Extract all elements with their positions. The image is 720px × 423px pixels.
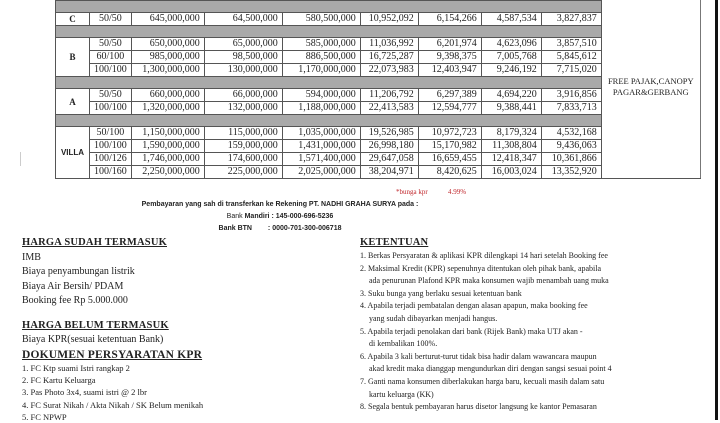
cell-dp: 225,000,000 <box>204 166 282 179</box>
cell-t1: 29,647,058 <box>360 153 418 166</box>
cell-t4: 13,352,920 <box>541 166 601 179</box>
included-item: IMB <box>22 251 41 263</box>
document-item: 3. Pas Photo 3x4, suami istri @ 2 lbr <box>22 387 147 398</box>
cell-size: 50/50 <box>90 13 132 26</box>
bank-mandiri-name: Mandiri <box>244 213 270 220</box>
cell-t3: 11,308,804 <box>481 140 541 153</box>
kpr-rate-label: *bunga kpr <box>396 188 428 196</box>
cell-t1: 26,998,180 <box>360 140 418 153</box>
cell-plafon: 1,170,000,000 <box>282 64 360 77</box>
cell-price: 985,000,000 <box>131 51 204 64</box>
documents-title: DOKUMEN PERSYARATAN KPR <box>22 348 203 361</box>
cell-price: 645,000,000 <box>131 13 204 26</box>
cell-t3: 4,587,534 <box>481 13 541 26</box>
cell-price: 650,000,000 <box>131 38 204 51</box>
cell-t1: 11,206,792 <box>360 89 418 102</box>
separator-cell <box>56 1 602 13</box>
cell-t2: 6,154,266 <box>418 13 481 26</box>
cell-t3: 12,418,347 <box>481 153 541 166</box>
cell-price: 1,746,000,000 <box>131 153 204 166</box>
cell-t4: 9,436,063 <box>541 140 601 153</box>
terms-line: 7. Ganti nama konsumen diberlakukan harga baru, kecuali masih dalam satu <box>360 376 605 386</box>
cell-t1: 22,413,583 <box>360 102 418 115</box>
documents-list <box>22 362 322 423</box>
cell-price: 660,000,000 <box>131 89 204 102</box>
terms-title: KETENTUAN <box>360 237 429 248</box>
cell-size: 50/50 <box>90 38 132 51</box>
bank-mandiri <box>0 213 560 220</box>
included-title: HARGA SUDAH TERMASUK <box>22 237 167 248</box>
cell-plafon: 594,000,000 <box>282 89 360 102</box>
included-list <box>22 251 322 309</box>
cell-t2: 9,398,375 <box>418 51 481 64</box>
bank-btn-account: : 0000-701-300-006718 <box>267 225 342 232</box>
excluded-title: HARGA BELUM TERMASUK <box>22 319 169 331</box>
unit-type-cell: B <box>56 38 90 77</box>
terms-line: 6. Apabila 3 kali berturut-turut tidak bisa hadir dalam wawancara maupun <box>360 351 597 361</box>
cell-t3: 9,246,192 <box>481 64 541 77</box>
cell-plafon: 2,025,000,000 <box>282 166 360 179</box>
cell-price: 1,320,000,000 <box>131 102 204 115</box>
cell-price: 1,590,000,000 <box>131 140 204 153</box>
cell-t1: 38,204,971 <box>360 166 418 179</box>
payment-instruction <box>0 201 560 208</box>
bonus-line-1: FREE PAJAK,CANOPY <box>607 76 694 87</box>
cell-dp: 132,000,000 <box>204 102 282 115</box>
bank-btn-label: Bank BTN <box>218 225 252 232</box>
cell-t4: 3,827,837 <box>541 13 601 26</box>
cell-plafon: 1,571,400,000 <box>282 153 360 166</box>
document-item: 1. FC Ktp suami Istri rangkap 2 <box>22 363 130 373</box>
included-item: Biaya penyambungan listrik <box>22 266 135 277</box>
terms-line: kartu keluarga (KK) <box>369 389 434 399</box>
cell-t1: 22,073,983 <box>360 64 418 77</box>
cell-size: 50/50 <box>90 89 132 102</box>
cell-t1: 11,036,992 <box>360 38 418 51</box>
terms-line: 5. Apabila terjadi penolakan dari bank (Rijek Bank) maka UTJ akan - <box>360 326 583 336</box>
cell-t2: 15,170,982 <box>418 140 481 153</box>
cell-t4: 4,532,168 <box>541 127 601 140</box>
document-item: 2. FC Kartu Keluarga <box>22 375 96 386</box>
unit-type-cell: A <box>56 89 90 115</box>
cell-plafon: 580,500,000 <box>282 13 360 26</box>
price-table <box>55 0 701 179</box>
cell-t3: 8,179,324 <box>481 127 541 140</box>
cell-dp: 159,000,000 <box>204 140 282 153</box>
cell-size: 100/160 <box>90 166 132 179</box>
cell-t1: 19,526,985 <box>360 127 418 140</box>
cell-t2: 12,594,777 <box>418 102 481 115</box>
cell-price: 1,300,000,000 <box>131 64 204 77</box>
excluded-item: Biaya KPR(sesuai ketentuan Bank) <box>22 334 164 345</box>
bank-btn <box>0 225 560 232</box>
cell-plafon: 1,035,000,000 <box>282 127 360 140</box>
cell-plafon: 886,500,000 <box>282 51 360 64</box>
terms-line: 4. Apabila terjadi pembatalan dengan alasan apapun, maka booking fee <box>360 301 588 311</box>
cell-dp: 130,000,000 <box>204 64 282 77</box>
excluded-list <box>22 333 322 348</box>
cell-size: 50/100 <box>90 127 132 140</box>
terms-line: ada penurunan Plafond KPR maka konsumen wajib menambah uang muka <box>369 276 609 286</box>
cell-plafon: 1,188,000,000 <box>282 102 360 115</box>
bank-mandiri-prefix: Bank <box>226 213 243 220</box>
unit-type-cell: C <box>56 13 90 26</box>
terms-line: yang sudah dibayarkan menjadi hangus. <box>369 313 498 323</box>
unit-type-cell: VILLA <box>56 127 90 179</box>
cell-t1: 10,952,092 <box>360 13 418 26</box>
cell-t3: 16,003,024 <box>481 166 541 179</box>
margin-mark <box>20 152 21 166</box>
cell-t4: 5,845,612 <box>541 51 601 64</box>
cell-t1: 16,725,287 <box>360 51 418 64</box>
cell-size: 100/100 <box>90 102 132 115</box>
cell-t2: 6,297,389 <box>418 89 481 102</box>
terms-line: 2. Maksimal Kredit (KPR) sepenuhnya ditentukan oleh pihak bank, apabila <box>360 263 602 273</box>
terms-line: 1. Berkas Persyaratan & aplikasi KPR dilengkapi 14 hari setelah Booking fee <box>360 251 608 260</box>
cell-t3: 4,623,096 <box>481 38 541 51</box>
terms-list <box>360 250 715 414</box>
cell-t2: 16,659,455 <box>418 153 481 166</box>
cell-size: 100/100 <box>90 64 132 77</box>
cell-t2: 10,972,723 <box>418 127 481 140</box>
cell-t4: 3,916,856 <box>541 89 601 102</box>
cell-dp: 65,000,000 <box>204 38 282 51</box>
right-column <box>360 236 715 414</box>
page-edge-line <box>715 0 718 420</box>
bank-mandiri-account: : 145-000-696-5236 <box>271 213 334 220</box>
cell-price: 2,250,000,000 <box>131 166 204 179</box>
cell-plafon: 1,431,000,000 <box>282 140 360 153</box>
cell-t4: 7,715,020 <box>541 64 601 77</box>
payment-instruction-text: Pembayaran yang sah di transferkan ke Rekening PT. NADHI GRAHA SURYA pada : <box>141 201 419 208</box>
bonus-cell <box>601 0 700 179</box>
cell-t4: 3,857,510 <box>541 38 601 51</box>
cell-dp: 66,000,000 <box>204 89 282 102</box>
separator-cell <box>56 115 602 127</box>
left-column <box>22 236 322 423</box>
separator-cell <box>56 77 602 89</box>
cell-dp: 64,500,000 <box>204 13 282 26</box>
separator-cell <box>56 26 602 38</box>
kpr-rate-value: 4.99% <box>448 188 467 196</box>
cell-size: 60/100 <box>90 51 132 64</box>
included-item: Booking fee Rp 5.000.000 <box>22 295 128 306</box>
cell-t3: 4,694,220 <box>481 89 541 102</box>
cell-t3: 7,005,768 <box>481 51 541 64</box>
terms-line: 3. Suku bunga yang berlaku sesuai ketentuan bank <box>360 288 522 298</box>
bonus-line-2: PAGAR&GERBANG <box>612 87 689 98</box>
cell-dp: 98,500,000 <box>204 51 282 64</box>
included-item: Biaya Air Bersih/ PDAM <box>22 280 124 292</box>
document-item: 4. FC Surat Nikah / Akta Nikah / SK Belum menikah <box>22 399 204 410</box>
cell-t2: 6,201,974 <box>418 38 481 51</box>
terms-line: di kembalikan 100%. <box>369 339 438 349</box>
terms-line: 8. Segala bentuk pembayaran harus disetor langsung ke kantor Pemasaran <box>360 402 597 412</box>
cell-t2: 8,420,625 <box>418 166 481 179</box>
cell-size: 100/100 <box>90 140 132 153</box>
cell-t4: 10,361,866 <box>541 153 601 166</box>
cell-t2: 12,403,947 <box>418 64 481 77</box>
cell-t3: 9,388,441 <box>481 102 541 115</box>
cell-dp: 174,600,000 <box>204 153 282 166</box>
terms-line: akad kredit maka dianggap mengundurkan diri dengan sangsi sesuai point 4 <box>369 364 612 374</box>
cell-plafon: 585,000,000 <box>282 38 360 51</box>
cell-dp: 115,000,000 <box>204 127 282 140</box>
cell-size: 100/126 <box>90 153 132 166</box>
document-item: 5. FC NPWP <box>22 411 67 422</box>
cell-price: 1,150,000,000 <box>131 127 204 140</box>
cell-t4: 7,833,713 <box>541 102 601 115</box>
